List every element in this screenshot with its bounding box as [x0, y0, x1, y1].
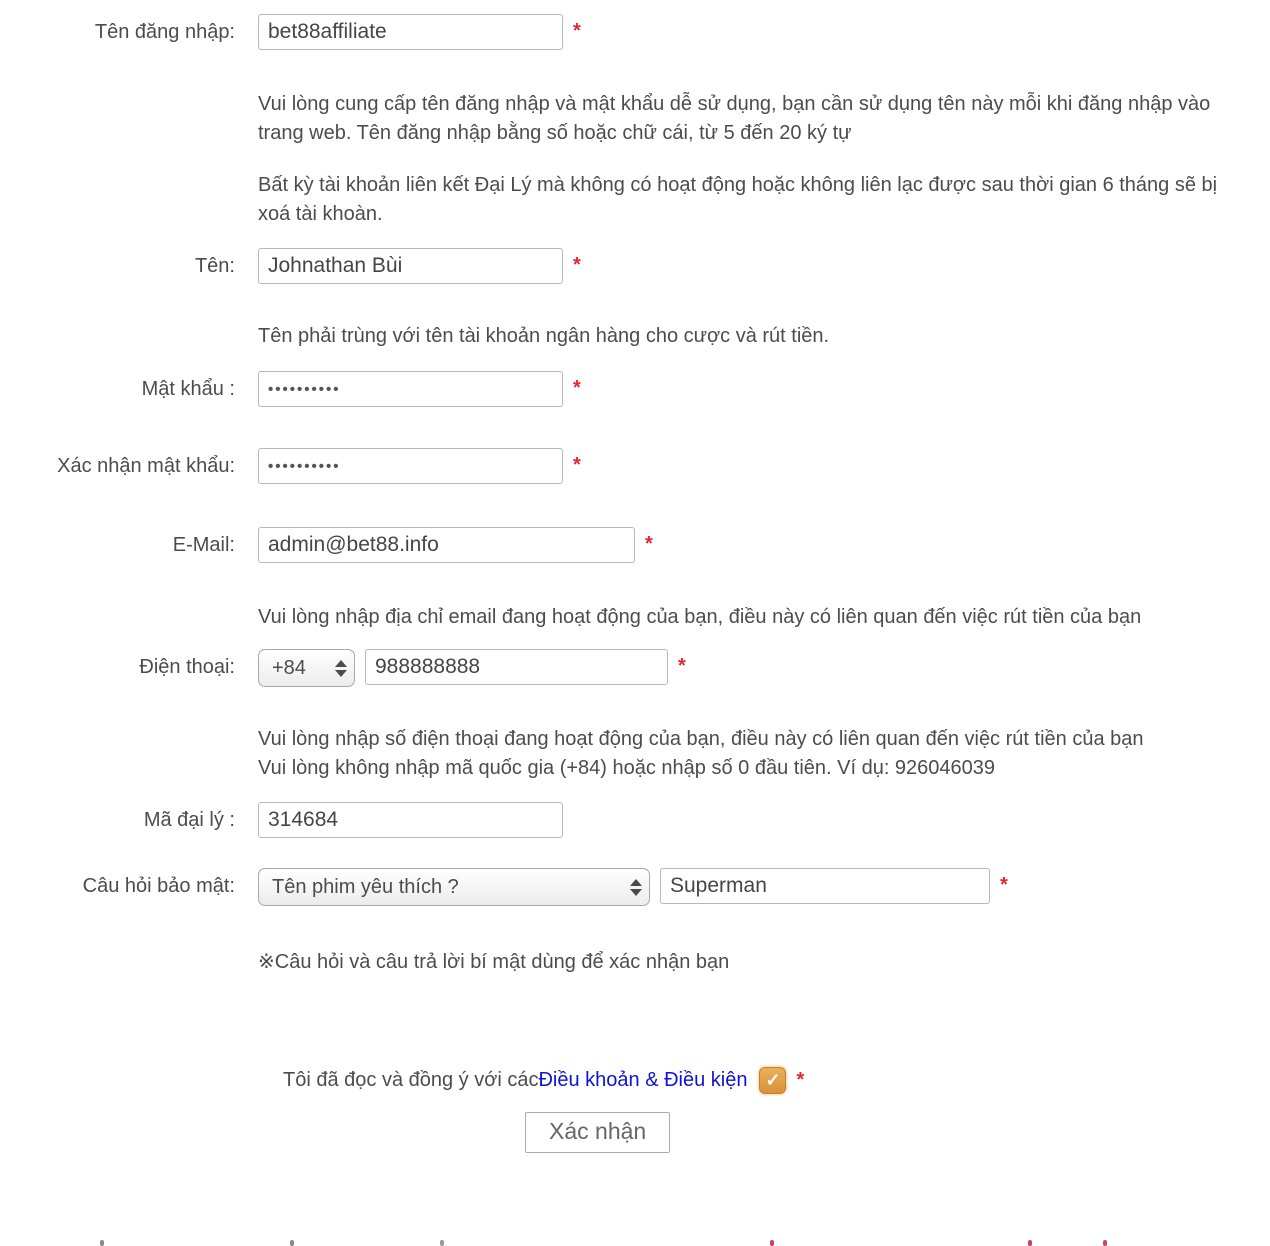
- submit-row: [0, 1112, 1270, 1153]
- country-code-value: +84: [272, 656, 306, 679]
- required-asterisk: *: [573, 254, 581, 276]
- country-code-select[interactable]: [258, 649, 355, 687]
- username-help-text-1: Vui lòng cung cấp tên đăng nhập và mật khẩu dễ sử dụng, bạn cần sử dụng tên này mỗi khi đăng nhập vào trang web. Tên đăng nhập bằng số hoặc chữ cái, từ 5 đến 20 ký tự: [258, 93, 1211, 144]
- name-input[interactable]: [258, 248, 563, 284]
- agreement-checkbox[interactable]: [759, 1067, 786, 1094]
- required-asterisk: *: [573, 20, 581, 42]
- required-asterisk: *: [645, 532, 653, 555]
- checkmark-icon: ✓: [765, 1069, 781, 1090]
- agent-code-label: Mã đại lý :: [143, 809, 235, 831]
- username-help-text-2: Bất kỳ tài khoản liên kết Đại Lý mà không có hoạt động hoặc không liên lạc được sau thời gian 6 tháng sẽ bị xoá tài khoàn.: [258, 174, 1218, 225]
- submit-button[interactable]: Xác nhận: [525, 1112, 670, 1153]
- confirm-password-label: Xác nhận mật khẩu:: [57, 454, 235, 477]
- email-row: [0, 527, 1270, 563]
- password-label: Mật khẩu :: [141, 377, 235, 400]
- security-question-label: Câu hỏi bảo mật:: [82, 875, 235, 897]
- confirm-password-input[interactable]: [258, 448, 563, 484]
- required-asterisk: *: [573, 453, 581, 476]
- username-label: Tên đăng nhập:: [94, 21, 235, 43]
- security-answer-input[interactable]: [660, 868, 990, 904]
- required-asterisk: *: [573, 376, 581, 399]
- phone-help-text: [258, 725, 1236, 782]
- name-row: [0, 248, 1270, 284]
- required-asterisk: *: [678, 655, 686, 677]
- required-asterisk: *: [796, 1068, 805, 1091]
- phone-help-text-1: Vui lòng nhập số điện thoại đang hoạt động của bạn, điều này có liên quan đến việc rút tiền của bạn: [258, 728, 1144, 750]
- agent-code-input[interactable]: [258, 802, 563, 838]
- agreement-text: Tôi đã đọc và đồng ý với các: [283, 1068, 539, 1091]
- email-input[interactable]: [258, 527, 635, 563]
- username-row: [0, 14, 1270, 50]
- security-question-value: Tên phim yêu thích ?: [272, 875, 459, 898]
- confirm-password-row: [0, 448, 1270, 484]
- password-input[interactable]: [258, 371, 563, 407]
- phone-help-text-2: Vui lòng không nhập mã quốc gia (+84) hoặc nhập số 0 đầu tiên. Ví dụ: 926046039: [258, 756, 996, 779]
- required-asterisk: *: [1000, 874, 1008, 896]
- terms-link[interactable]: Điều khoản & Điều kiện: [538, 1068, 748, 1091]
- name-label: Tên:: [194, 255, 235, 277]
- password-row: [0, 371, 1270, 407]
- name-help-text: Tên phải trùng với tên tài khoản ngân hàng cho cược và rút tiền.: [258, 325, 830, 347]
- phone-label: Điện thoại:: [139, 656, 235, 678]
- select-stepper-icon: [630, 879, 642, 896]
- agreement-row: [283, 1067, 1270, 1094]
- security-question-select[interactable]: [258, 868, 650, 906]
- security-note-text: ※Câu hỏi và câu trả lời bí mật dùng để xác nhận bạn: [258, 951, 730, 973]
- email-help-text: Vui lòng nhập địa chỉ email đang hoạt động của bạn, điều này có liên quan đến việc rút tiền của bạn: [258, 605, 1142, 628]
- username-input[interactable]: [258, 14, 563, 50]
- email-label: E-Mail:: [172, 533, 235, 556]
- phone-input[interactable]: [365, 649, 668, 685]
- select-stepper-icon: [335, 660, 347, 677]
- security-question-row: [0, 868, 1270, 906]
- agent-code-row: [0, 802, 1270, 838]
- phone-row: [0, 649, 1270, 687]
